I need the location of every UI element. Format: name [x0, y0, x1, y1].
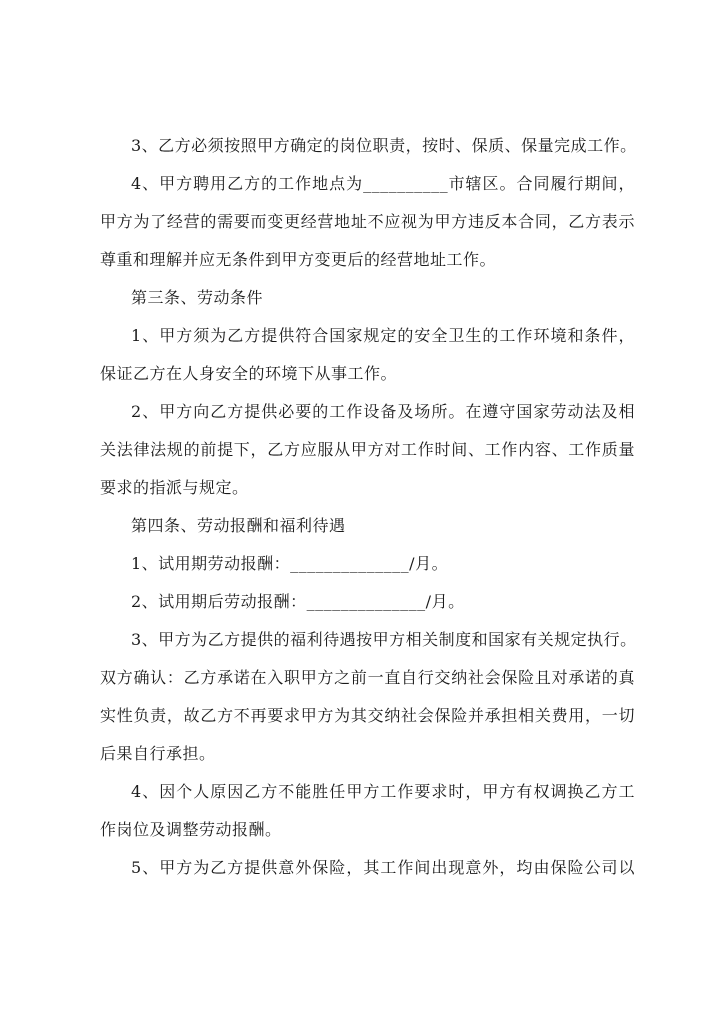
- text-line: 保证乙方在人身安全的环境下从事工作。: [100, 364, 398, 383]
- text-line: 3、乙方必须按照甲方确定的岗位职责，按时、保质、保量完成工作。: [131, 136, 637, 155]
- text-line: 双方确认：乙方承诺在入职甲方之前一直自行交纳社会保险且对承诺的真: [100, 668, 635, 687]
- section-heading: 第三条、劳动条件: [131, 288, 264, 307]
- text-line: 2、试用期后劳动报酬：______________/月。: [131, 592, 465, 611]
- text-line: 后果自行承担。: [100, 744, 216, 763]
- text-line: 尊重和理解并应无条件到甲方变更后的经营地址工作。: [100, 250, 497, 269]
- text-line: 要求的指派与规定。: [100, 478, 249, 497]
- section-heading: 第四条、劳动报酬和福利待遇: [131, 516, 346, 535]
- document-page: [100, 127, 635, 887]
- text-line: 甲方为了经营的需要而变更经营地址不应视为甲方违反本合同，乙方表示: [100, 212, 635, 231]
- text-line: 4、因个人原因乙方不能胜任甲方工作要求时，甲方有权调换乙方工: [131, 782, 635, 801]
- text-line: 1、甲方须为乙方提供符合国家规定的安全卫生的工作环境和条件，: [131, 326, 635, 345]
- text-line: 作岗位及调整劳动报酬。: [100, 820, 282, 839]
- text-line: 实性负责，故乙方不再要求甲方为其交纳社会保险并承担相关费用，一切: [100, 706, 635, 725]
- text-line: 关法律法规的前提下，乙方应服从甲方对工作时间、工作内容、工作质量: [100, 440, 635, 459]
- text-line: 3、甲方为乙方提供的福利待遇按甲方相关制度和国家有关规定执行。: [131, 630, 637, 649]
- text-line: 1、试用期劳动报酬：______________/月。: [131, 554, 449, 573]
- text-line: 2、甲方向乙方提供必要的工作设备及场所。在遵守国家劳动法及相: [131, 402, 635, 421]
- text-line: 5、甲方为乙方提供意外保险，其工作间出现意外，均由保险公司以: [131, 858, 635, 877]
- text-line: 4、甲方聘用乙方的工作地点为__________市辖区。合同履行期间，: [131, 174, 635, 193]
